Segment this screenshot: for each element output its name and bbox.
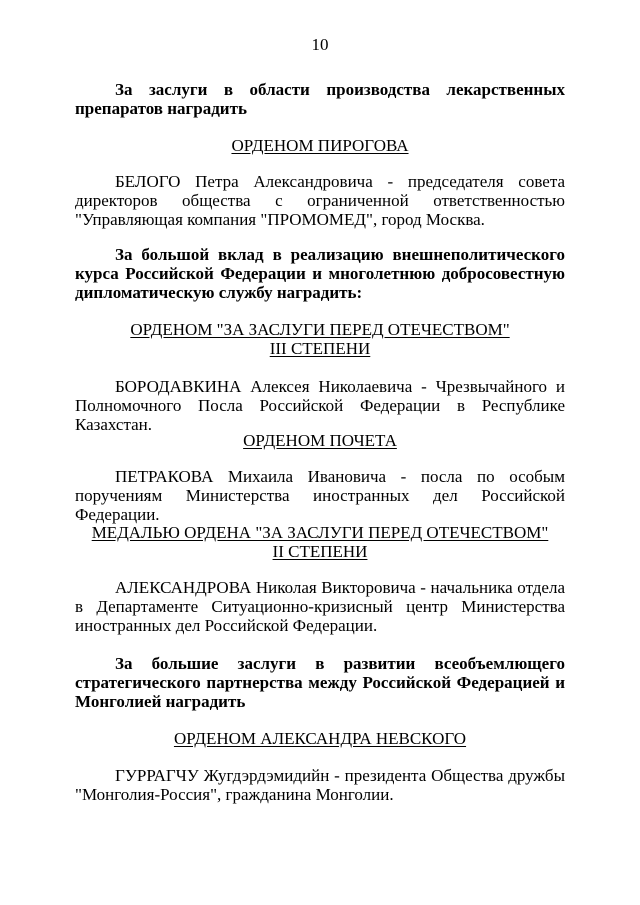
award-heading-line: ОРДЕНОМ ПОЧЕТА [243, 431, 397, 450]
decree-paragraph: За большой вклад в реализацию внешнеполитического курса Российской Федерации и многолетнюю добросовестную дипломатическую службу наградить: [75, 245, 565, 302]
award-heading [75, 136, 565, 155]
award-heading [75, 523, 565, 561]
recipient-paragraph: БОРОДАВКИНА Алексея Николаевича - Чрезвычайного и Полномочного Посла Российской Федерации в Республике Казахстан. [75, 377, 565, 434]
award-heading [75, 729, 565, 748]
award-heading [75, 431, 565, 450]
award-heading [75, 320, 565, 358]
award-heading-line: III СТЕПЕНИ [269, 339, 371, 358]
recipient-paragraph: ГУРРАГЧУ Жугдэрдэмидийн - президента Общества дружбы "Монголия-Россия", гражданина Монголии. [75, 766, 565, 804]
recipient-paragraph: АЛЕКСАНДРОВА Николая Викторовича - начальника отдела в Департаменте Ситуационно-кризисный центр Министерства иностранных дел Российской Федерации. [75, 578, 565, 635]
award-heading-line: II СТЕПЕНИ [272, 542, 368, 561]
decree-paragraph: За большие заслуги в развитии всеобъемлющего стратегического партнерства между Российской Федерацией и Монголией наградить [75, 654, 565, 711]
award-heading-line: ОРДЕНОМ АЛЕКСАНДРА НЕВСКОГО [173, 729, 467, 748]
page-number: 10 [311, 35, 329, 54]
decree-paragraph: За заслуги в области производства лекарственных препаратов наградить [75, 80, 565, 118]
recipient-paragraph: БЕЛОГО Петра Александровича - председателя совета директоров общества с ограниченной ответственностью "Управляющая компания "ПРОМОМЕД", город Москва. [75, 172, 565, 229]
award-heading-line: ОРДЕНОМ ПИРОГОВА [231, 136, 409, 155]
award-heading-line: ОРДЕНОМ "ЗА ЗАСЛУГИ ПЕРЕД ОТЕЧЕСТВОМ" [130, 320, 510, 339]
recipient-paragraph: ПЕТРАКОВА Михаила Ивановича - посла по особым поручениям Министерства иностранных дел Российской Федерации. [75, 467, 565, 524]
award-heading-line: МЕДАЛЬЮ ОРДЕНА "ЗА ЗАСЛУГИ ПЕРЕД ОТЕЧЕСТВОМ" [91, 523, 549, 542]
